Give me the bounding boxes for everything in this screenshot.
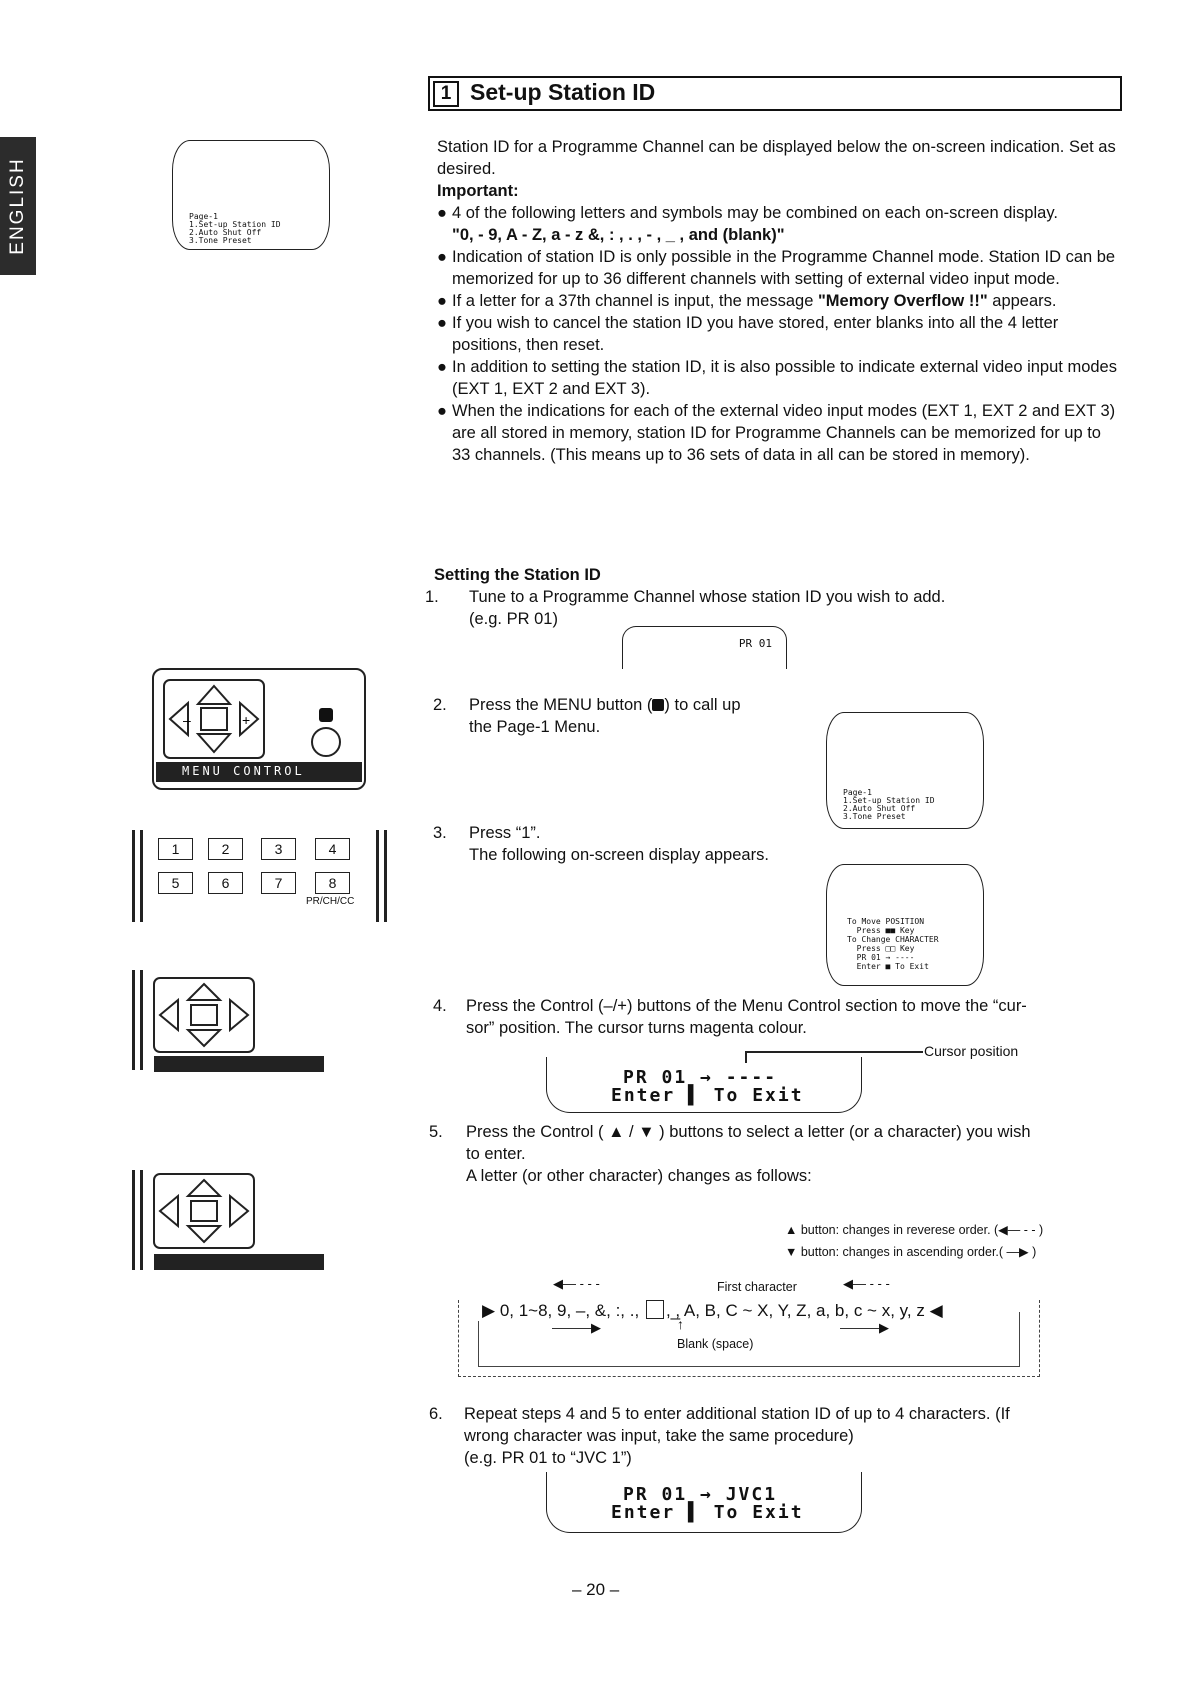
cursor-leader-line <box>745 1051 923 1053</box>
remote-number-keys-illustration <box>132 830 392 924</box>
page-number: – 20 – <box>572 1580 620 1599</box>
blank-pointer-icon: ↑ <box>677 1316 684 1332</box>
key-2[interactable]: 2 <box>208 838 243 860</box>
tv-screen-page1-menu <box>826 712 984 829</box>
list-item: ● If a letter for a 37th channel is input, the message "Memory Overflow !!" appears. <box>437 292 1057 310</box>
step-6-text: Repeat steps 4 and 5 to enter additional station ID of up to 4 characters. (If <box>464 1405 1010 1423</box>
remote-edge <box>132 830 135 922</box>
step-6-sub2: (e.g. PR 01 to “JVC 1”) <box>464 1449 632 1467</box>
osd-cursor-line1: PR 01 → ---- <box>623 1067 778 1088</box>
step-5-number: 5. <box>429 1123 443 1141</box>
step-4-number: 4. <box>433 997 447 1015</box>
remote-edge <box>140 830 143 922</box>
sequence-arrow-icon: ▶ <box>482 1301 496 1320</box>
list-item: ● When the indications for each of the external video input modes (EXT 1, EXT 2 and EXT 3) are all stored in memory, station ID for Programme Channels can be memorized for up to 33 channels. (This means up to 36 sets of data in all can be stored in memory). <box>437 402 1116 464</box>
menu-control-label: MENU CONTROL <box>182 764 305 778</box>
step-2-sub: the Page-1 Menu. <box>469 718 601 736</box>
menu-button-icon <box>652 699 664 711</box>
down-button-note: ▼ button: changes in ascending order.( —▶ ) <box>785 1245 1037 1259</box>
charset-line: "0, - 9, A - Z, a - z &, : , . , - , _ , and (blank)" <box>452 226 785 244</box>
remote-edge <box>376 830 379 922</box>
step-1-sub: (e.g. PR 01) <box>469 610 558 628</box>
step-2-text: Press the MENU button ( ) to call up <box>469 696 741 714</box>
bullet-icon: ● <box>437 204 447 222</box>
svg-text:+: + <box>242 712 251 728</box>
dpad-icon <box>132 1150 332 1290</box>
tv-screen-position <box>826 864 984 986</box>
up-button-note: ▲ button: changes in reverese order. (◀— - - ) <box>785 1223 1044 1237</box>
key-7[interactable]: 7 <box>261 872 296 894</box>
language-tab <box>0 137 36 275</box>
blank-space-label: Blank (space) <box>677 1337 754 1351</box>
bullet-icon: ● <box>437 402 447 420</box>
tv-screen-pr01 <box>622 626 787 669</box>
section-number: 1 <box>433 81 459 107</box>
forward-arrow-left: ———▶ <box>552 1320 601 1335</box>
menu-control-panel-illustration <box>152 668 366 790</box>
sequence-return-arrow-icon: ◀ <box>929 1301 943 1320</box>
step-4-text: Press the Control (–/+) buttons of the Menu Control section to move the “cur- <box>466 997 1027 1015</box>
reverse-arrow-left: ◀— - - - <box>553 1276 600 1291</box>
list-item: ● If you wish to cancel the station ID you have stored, enter blanks into all the 4 letter positions, then reset. <box>437 314 1059 354</box>
svg-text:–: – <box>183 712 191 728</box>
cursor-position-label: Cursor position <box>924 1043 1019 1059</box>
osd-pr01: PR 01 <box>738 637 772 650</box>
bullet-list <box>437 202 1117 466</box>
pr-ch-cc-label: PR/CH/CC <box>306 896 355 907</box>
step-1-text: Tune to a Programme Channel whose station ID you wish to add. <box>469 588 946 606</box>
tv-screen-text: Page-1 1.Set-up Station ID 2.Auto Shut Off 3.Tone Preset <box>189 212 281 245</box>
menu-control-lr-illustration <box>132 970 332 1078</box>
step-5-text: Press the Control ( ▲ / ▼ ) buttons to select a letter (or a character) you wish <box>466 1123 1031 1141</box>
list-item: ● 4 of the following letters and symbols may be combined on each on-screen display. <box>437 204 1058 222</box>
memory-overflow-message: "Memory Overflow !!" <box>817 292 988 310</box>
section-title-text: Set-up Station ID <box>470 79 656 105</box>
osd-cursor-line2: Enter ▌ To Exit <box>611 1085 804 1106</box>
step-3-number: 3. <box>433 824 447 842</box>
section-title <box>428 76 1122 111</box>
step-5-sub: to enter. <box>466 1145 526 1163</box>
bullet-icon: ● <box>437 292 447 310</box>
step-2-number: 2. <box>433 696 447 714</box>
first-character-label: First character <box>717 1280 797 1294</box>
bullet-icon: ● <box>437 314 447 332</box>
forward-arrow-right: ———▶ <box>840 1320 889 1335</box>
step-4-sub: sor” position. The cursor turns magenta colour. <box>466 1019 807 1037</box>
remote-edge <box>384 830 387 922</box>
osd-final-line2: Enter ▌ To Exit <box>611 1502 804 1523</box>
bullet-icon: ● <box>437 248 447 266</box>
blank-box-icon <box>646 1300 664 1319</box>
step-6-number: 6. <box>429 1405 443 1423</box>
key-8[interactable]: 8 <box>315 872 350 894</box>
intro-text: Station ID for a Programme Channel can be displayed below the on-screen indication. Set as desired. <box>437 138 1116 178</box>
list-item: ● In addition to setting the station ID, it is also possible to indicate external video input modes (EXT 1, EXT 2 and EXT 3). <box>437 358 1117 398</box>
step-5-sub2: A letter (or other character) changes as follows: <box>466 1167 812 1185</box>
tv-screen-text: Page-1 1.Set-up Station ID 2.Auto Shut Off 3.Tone Preset <box>843 788 935 821</box>
key-3[interactable]: 3 <box>261 838 296 860</box>
key-5[interactable]: 5 <box>158 872 193 894</box>
key-6[interactable]: 6 <box>208 872 243 894</box>
key-4[interactable]: 4 <box>315 838 350 860</box>
step-3-text: Press “1”. <box>469 824 541 842</box>
step-1-number: 1. <box>425 588 439 606</box>
osd-final-line1: PR 01 → JVC1 <box>623 1484 778 1505</box>
step-3-sub: The following on-screen display appears. <box>469 846 769 864</box>
bullet-icon: ● <box>437 358 447 376</box>
step-6-sub: wrong character was input, take the same procedure) <box>464 1427 854 1445</box>
tv-screen-text: To Move POSITION Press ■■ Key To Change CHARACTER Press □□ Key PR 01 → ---- Enter ■ To Exit <box>847 917 939 971</box>
setting-heading: Setting the Station ID <box>434 566 601 584</box>
important-heading: Important: <box>437 182 519 200</box>
key-1[interactable]: 1 <box>158 838 193 860</box>
list-item: ● Indication of station ID is only possible in the Programme Channel mode. Station ID can be memorized for up to 36 different channels with setting of external video input mode. <box>437 248 1116 288</box>
language-tab-label: ENGLISH <box>7 157 28 255</box>
dpad-icon <box>132 970 332 1078</box>
character-sequence: ▶ 0, 1~8, 9, –, &, :, ., , ̲, A, B, C ~ X, Y, Z, a, b, c ~ x, y, z ◀ <box>478 1300 947 1321</box>
menu-control-ud-illustration <box>132 1150 332 1290</box>
osd-cursor-screen <box>546 1057 862 1113</box>
reverse-arrow-right: ◀— - - - <box>843 1276 890 1291</box>
osd-final-screen <box>546 1472 862 1533</box>
tv-screen-page1 <box>172 140 330 250</box>
